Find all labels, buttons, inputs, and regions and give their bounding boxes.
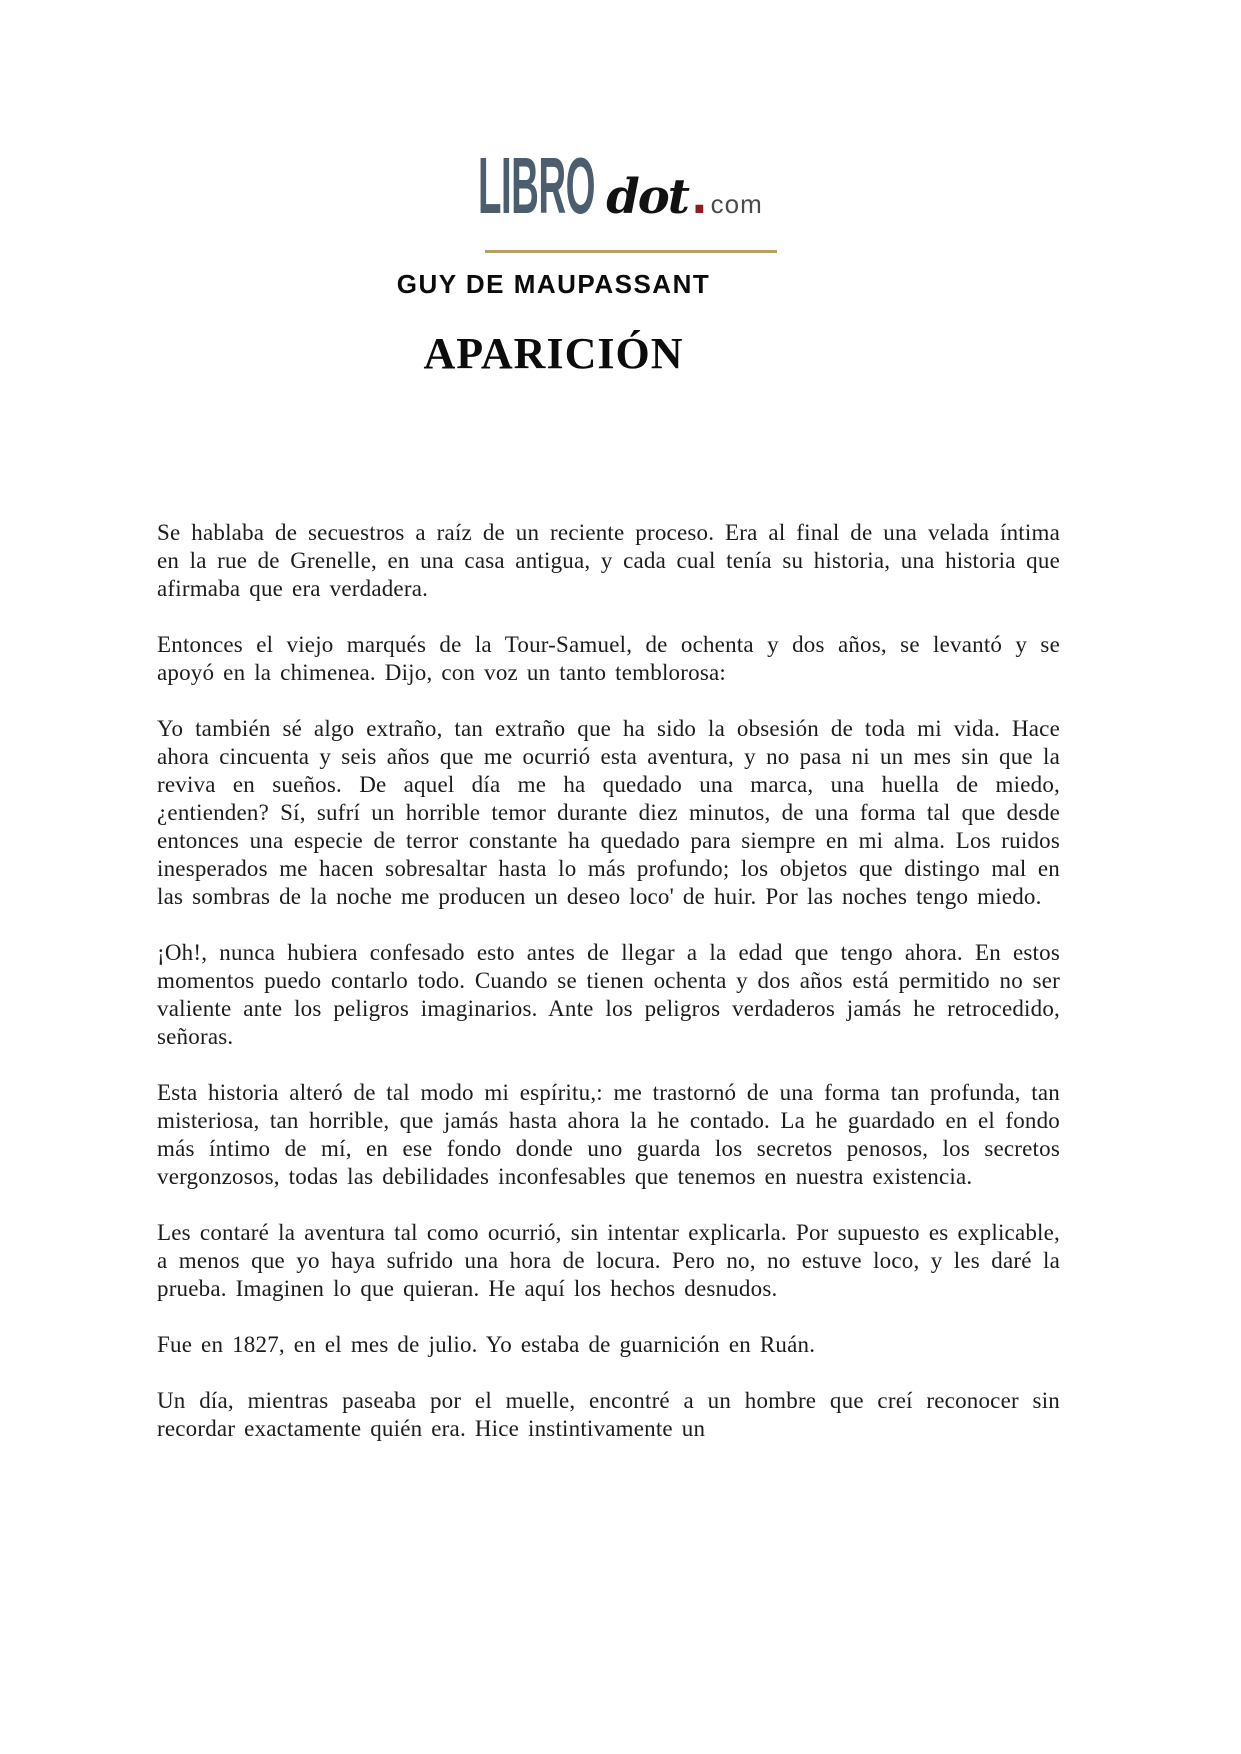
story-paragraph: ¡Oh!, nunca hubiera confesado esto antes de llegar a la edad que tengo ahora. En estos momentos puedo contarlo todo. Cuando se tienen ochenta y dos años está permitido no ser valiente ante los peligros imaginarios. Ante los peligros verdaderos jamás he retrocedido, señoras. [157, 940, 1060, 1049]
page-header [0, 0, 1241, 379]
story-title: APARICIÓN [423, 329, 684, 378]
logo-underline-rule [485, 250, 777, 253]
logo-com-text: com [710, 189, 763, 219]
story-paragraph: Fue en 1827, en el mes de julio. Yo estaba de guarnición en Ruán. [157, 1332, 816, 1357]
librodot-logo [0, 0, 1241, 230]
story-paragraph: Yo también sé algo extraño, tan extraño que ha sido la obsesión de toda mi vida. Hace ahora cincuenta y seis años que me ocurrió esta aventura, y no pasa ni un mes sin que la reviva en sueños. De aquel día me ha quedado una marca, una huella de miedo, ¿entienden? Sí, sufrí un horrible temor durante diez minutos, de una forma tal que desde entonces una especie de terror constante ha quedado para siempre en mi alma. Los ruidos inesperados me hacen sobresaltar hasta lo más profundo; los objetos que distingo mal en las sombras de la noche me producen un deseo loco' de huir. Por las noches tengo miedo. [157, 716, 1060, 909]
logo-red-dot-icon: . [690, 173, 708, 224]
story-paragraph: Entonces el viejo marqués de la Tour-Samuel, de ochenta y dos años, se levantó y se apoyó en la chimenea. Dijo, con voz un tanto temblorosa: [157, 632, 1060, 685]
story-paragraphs [157, 519, 1060, 1443]
author-heading: GUY DE MAUPASSANT [396, 269, 711, 299]
story-paragraph: Les contaré la aventura tal como ocurrió, sin intentar explicarla. Por supuesto es explicable, a menos que yo haya sufrido una hora de locura. Pero no, no estuve loco, y les daré la prueba. Imaginen lo que quieran. He aquí los hechos desnudos. [157, 1220, 1060, 1301]
logo-libro-wrap [478, 141, 600, 230]
headings-block [157, 269, 950, 379]
logo-dot-text: dot [606, 169, 688, 225]
story-paragraph: Un día, mientras paseaba por el muelle, encontré a un hombre que creí reconocer sin recordar exactamente quién era. Hice instintivamente un [157, 1388, 1060, 1441]
story-paragraph: Se hablaba de secuestros a raíz de un reciente proceso. Era al final de una velada íntima en la rue de Grenelle, en una casa antigua, y cada cual tenía su historia, una historia que afirmaba que era verdadera. [157, 520, 1060, 601]
story-paragraph: Esta historia alteró de tal modo mi espíritu,: me trastornó de una forma tan profunda, tan misteriosa, tan horrible, que jamás hasta ahora la he contado. La he guardado en el fondo más íntimo de mí, en ese fondo donde uno guarda los secretos penosos, los secretos vergonzosos, todas las debilidades inconfesables que tenemos en nuestra existencia. [157, 1080, 1060, 1189]
logo-libro-text: LIBRO [478, 141, 596, 230]
